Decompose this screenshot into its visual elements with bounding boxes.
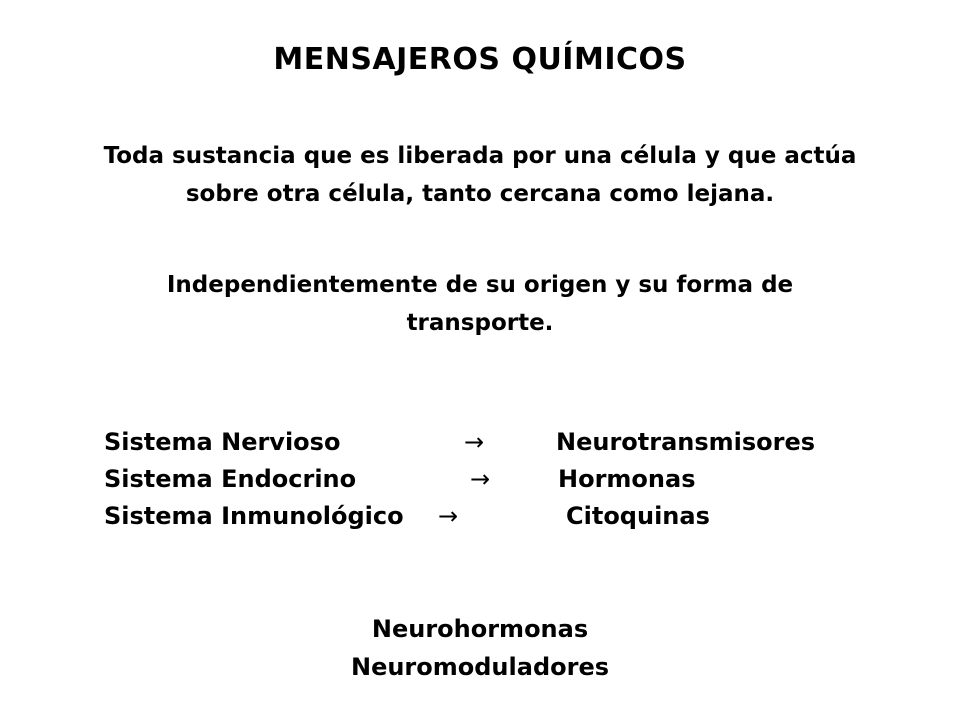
arrow-right-icon: →: [438, 502, 459, 530]
note-paragraph: [0, 266, 960, 342]
extra-item-neurohormonas: Neurohormonas: [371, 615, 589, 643]
slide-title: MENSAJEROS QUÍMICOS: [273, 42, 687, 77]
note-line-2: transporte.: [406, 310, 554, 336]
definition-line-1: Toda sustancia que es liberada por una célula y que actúa: [103, 143, 857, 169]
messenger-name: Citoquinas: [566, 502, 710, 530]
additional-messengers: [0, 610, 960, 686]
messenger-name: Hormonas: [558, 465, 696, 493]
arrow-right-icon: →: [464, 428, 485, 456]
system-name: Sistema Inmunológico: [104, 502, 404, 530]
messenger-name: Neurotransmisores: [556, 428, 816, 456]
definition-line-2: sobre otra célula, tanto cercana como lejana.: [185, 181, 775, 207]
extra-item-neuromoduladores: Neuromoduladores: [350, 653, 610, 681]
definition-paragraph: [0, 137, 960, 213]
arrow-right-icon: →: [470, 465, 491, 493]
system-name: Sistema Endocrino: [104, 465, 357, 493]
system-name: Sistema Nervioso: [104, 428, 341, 456]
note-line-1: Independientemente de su origen y su forma de: [166, 272, 794, 298]
